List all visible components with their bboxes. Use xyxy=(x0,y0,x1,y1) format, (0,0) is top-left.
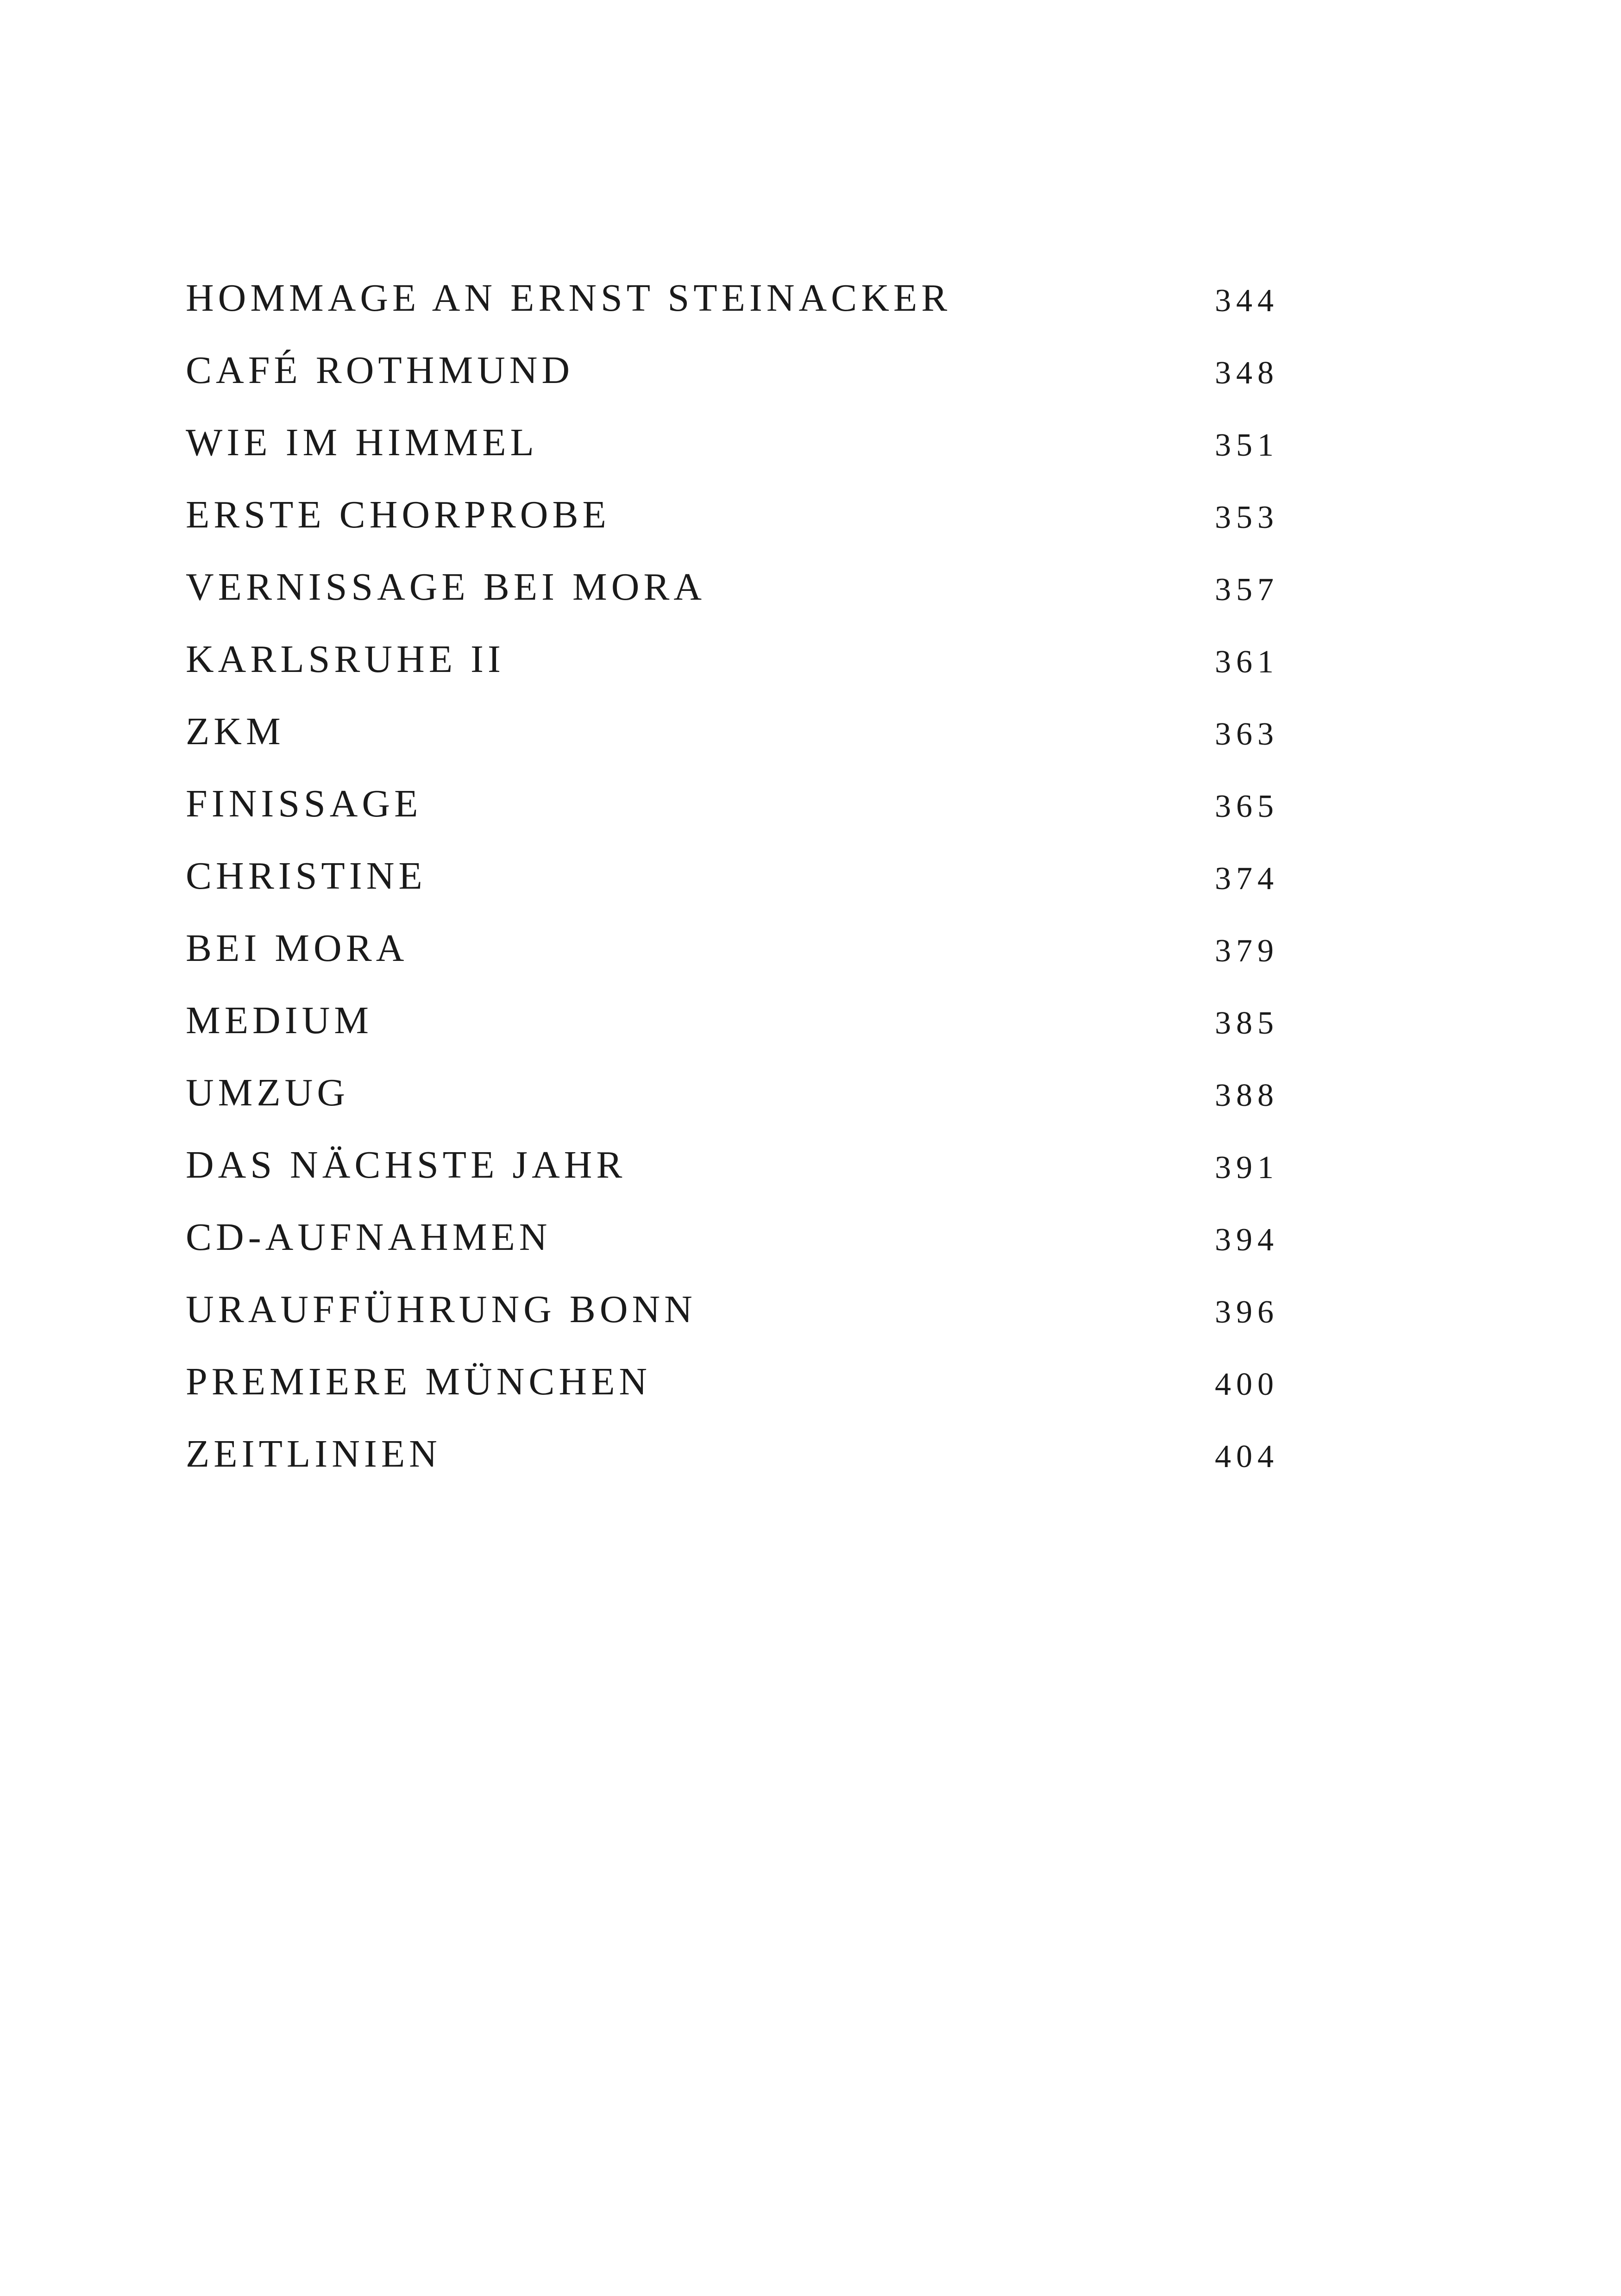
toc-entry-page-number: 357 xyxy=(1215,572,1279,608)
toc-entry-page-number: 353 xyxy=(1215,500,1279,535)
toc-entry-title: KARLSRUHE II xyxy=(186,638,505,681)
toc-entry-page-number: 374 xyxy=(1215,861,1279,897)
toc-entry-page-number: 394 xyxy=(1215,1222,1279,1258)
toc-entry-page-number: 404 xyxy=(1215,1439,1279,1474)
toc-entry-title: PREMIERE MÜNCHEN xyxy=(186,1360,652,1403)
toc-entry xyxy=(186,1282,1279,1354)
toc-entry-page-number: 400 xyxy=(1215,1367,1279,1402)
toc-entry xyxy=(186,1354,1279,1426)
toc-entry-page-number: 379 xyxy=(1215,933,1279,969)
toc-entry xyxy=(186,343,1279,415)
toc-entry-page-number: 361 xyxy=(1215,644,1279,680)
toc-entry xyxy=(186,1210,1279,1282)
toc-entry-title: VERNISSAGE BEI MORA xyxy=(186,565,706,609)
toc-entry xyxy=(186,921,1279,993)
toc-entry-page-number: 385 xyxy=(1215,1005,1279,1041)
toc-entry xyxy=(186,993,1279,1065)
toc-entry-title: UMZUG xyxy=(186,1071,349,1114)
toc-entry xyxy=(186,415,1279,487)
toc-entry-page-number: 348 xyxy=(1215,355,1279,391)
table-of-contents xyxy=(186,270,1279,1499)
toc-entry-page-number: 363 xyxy=(1215,716,1279,752)
toc-entry xyxy=(186,1426,1279,1499)
toc-entry-title: ERSTE CHORPROBE xyxy=(186,493,610,536)
toc-entry-title: CAFÉ ROTHMUND xyxy=(186,349,574,392)
toc-entry-page-number: 391 xyxy=(1215,1150,1279,1186)
toc-entry-page-number: 351 xyxy=(1215,427,1279,463)
toc-entry-title: WIE IM HIMMEL xyxy=(186,421,538,464)
toc-entry xyxy=(186,487,1279,559)
toc-entry xyxy=(186,270,1279,343)
toc-entry-page-number: 344 xyxy=(1215,283,1279,319)
toc-entry-title: DAS NÄCHSTE JAHR xyxy=(186,1143,627,1186)
toc-entry xyxy=(186,1065,1279,1137)
toc-entry xyxy=(186,848,1279,921)
toc-entry xyxy=(186,704,1279,776)
toc-entry-title: FINISSAGE xyxy=(186,782,422,825)
toc-entry xyxy=(186,632,1279,704)
toc-entry-page-number: 396 xyxy=(1215,1294,1279,1330)
toc-entry-page-number: 388 xyxy=(1215,1078,1279,1113)
toc-entry-title: CHRISTINE xyxy=(186,854,427,897)
toc-entry xyxy=(186,1137,1279,1210)
toc-entry-page-number: 365 xyxy=(1215,789,1279,824)
toc-entry xyxy=(186,559,1279,632)
toc-entry xyxy=(186,776,1279,848)
toc-entry-title: ZKM xyxy=(186,710,285,753)
toc-entry-title: ZEITLINIEN xyxy=(186,1432,441,1475)
toc-entry-title: MEDIUM xyxy=(186,999,373,1042)
toc-entry-title: HOMMAGE AN ERNST STEINACKER xyxy=(186,276,952,320)
toc-entry-title: URAUFFÜHRUNG BONN xyxy=(186,1288,697,1331)
toc-entry-title: BEI MORA xyxy=(186,927,408,970)
toc-entry-title: CD-AUFNAHMEN xyxy=(186,1216,552,1259)
